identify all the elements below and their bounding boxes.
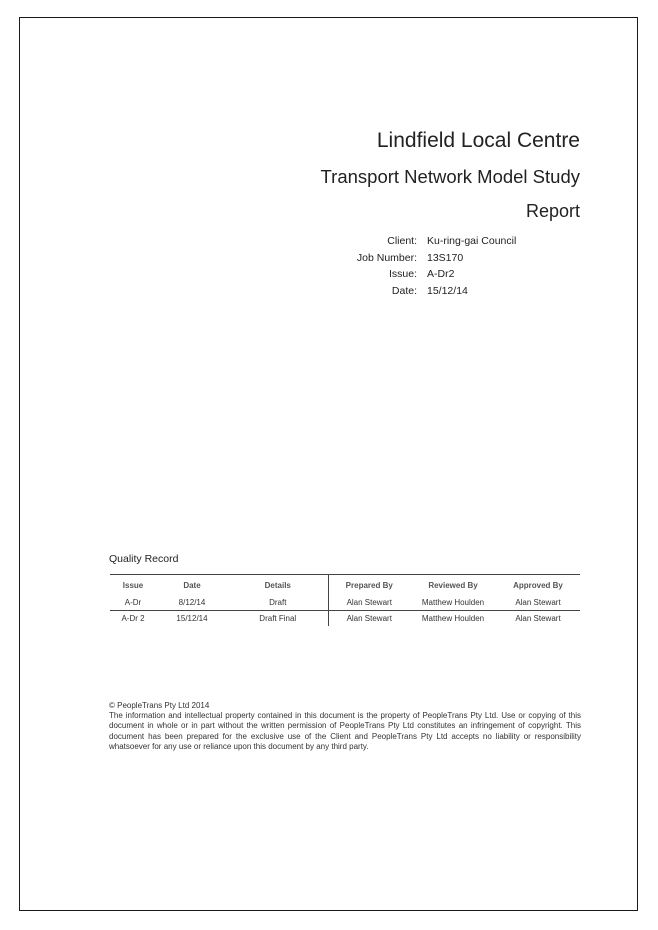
table-cell: Draft Final xyxy=(228,611,328,627)
table-cell: Alan Stewart xyxy=(515,598,561,607)
column-header: Issue xyxy=(122,580,144,590)
column-header: Reviewed By xyxy=(428,580,478,590)
meta-row-job-number xyxy=(338,250,516,267)
table-cell: Alan Stewart xyxy=(328,595,410,611)
table-cell: Alan Stewart xyxy=(496,611,580,627)
table-cell: A-Dr xyxy=(124,598,142,607)
meta-label: Job Number: xyxy=(356,251,417,264)
table-cell: 8/12/14 xyxy=(178,598,206,607)
table-cell: Alan Stewart xyxy=(328,611,410,627)
title-block xyxy=(321,127,580,223)
table-row xyxy=(110,595,580,611)
table-cell: A-Dr 2 xyxy=(110,611,156,627)
table-cell: Draft xyxy=(269,598,287,607)
meta-row-client xyxy=(338,233,516,250)
column-header: Details xyxy=(264,580,291,590)
meta-label: Client: xyxy=(387,235,417,247)
document-title: Lindfield Local Centre xyxy=(376,129,580,152)
copyright-notice xyxy=(109,701,581,752)
meta-label: Date: xyxy=(391,284,417,297)
table-row xyxy=(110,611,580,627)
table-cell: Matthew Houlden xyxy=(421,598,485,607)
meta-value: 13S170 xyxy=(427,251,464,264)
column-header: Date xyxy=(183,580,201,590)
quality-record-title: Quality Record xyxy=(109,553,179,565)
copyright-line: © PeopleTrans Pty Ltd 2014 xyxy=(109,701,210,710)
meta-value: 15/12/14 xyxy=(427,284,468,297)
document-meta xyxy=(338,233,516,299)
meta-value: Ku-ring-gai Council xyxy=(427,235,517,247)
column-header: Approved By xyxy=(513,580,563,590)
meta-row-date xyxy=(338,283,516,300)
table-cell: 15/12/14 xyxy=(156,611,228,627)
document-subtitle: Transport Network Model Study xyxy=(320,166,580,187)
copyright-body: The information and intellectual property contained in this document is the property of PeopleTrans Pty Ltd. Use or copying of this document in whole or in part without the written permission of PeopleTrans Pty Ltd constitutes an infringement of copyright. This document has been prepared for the exclusive use of the Client and PeopleTrans Pty Ltd accepts no liability or responsibility whatsoever for any use or reliance upon this document by any third party. xyxy=(109,711,581,751)
meta-label: Issue: xyxy=(388,268,417,280)
meta-value: A-Dr2 xyxy=(427,268,455,280)
table-cell: Matthew Houlden xyxy=(410,611,496,627)
document-type: Report xyxy=(525,201,580,221)
meta-row-issue xyxy=(338,266,516,283)
column-header: Prepared By xyxy=(328,575,410,596)
quality-record-table xyxy=(110,574,580,626)
table-header-row xyxy=(110,575,580,596)
